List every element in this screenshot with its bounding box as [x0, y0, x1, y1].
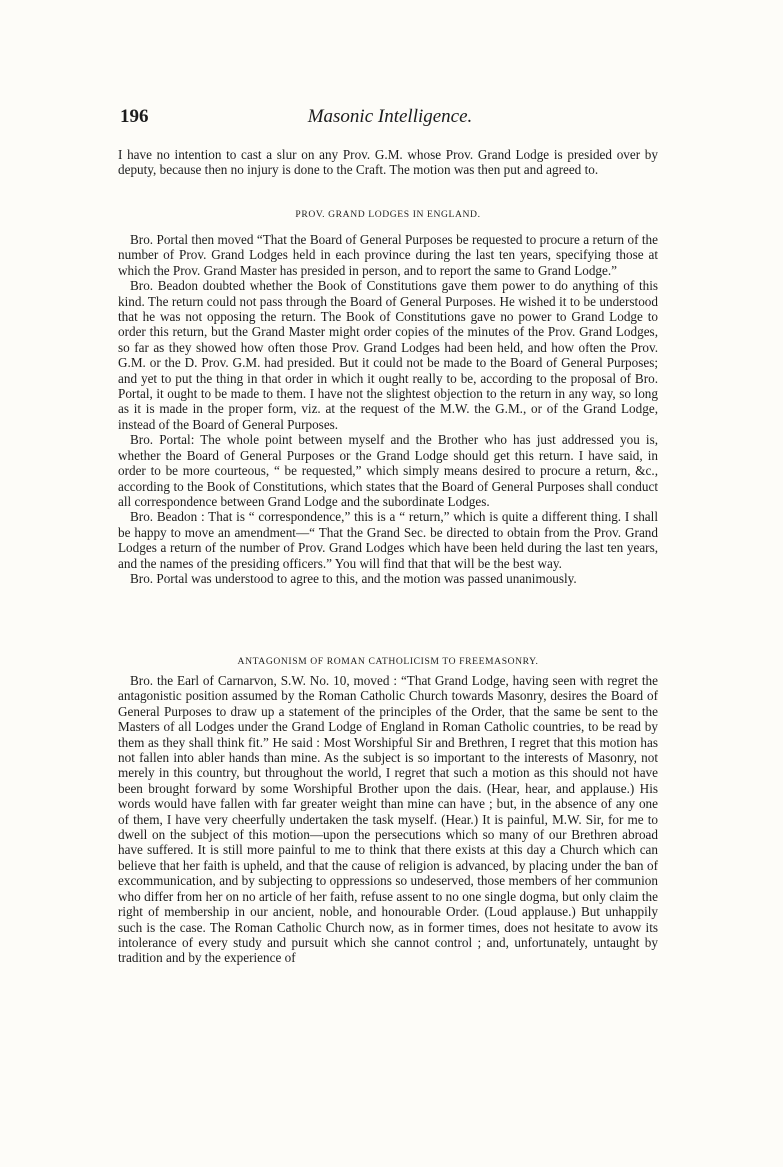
body-paragraph: Bro. Portal then moved “That the Board of General Purposes be requested to procure a return of the number of Prov. Grand Lodges held in each province during the last ten years, specifying those at which the Prov. Grand Master has presided in person, and to report the same to Grand Lodge.”	[118, 232, 658, 278]
antagonism-section	[118, 673, 658, 966]
body-paragraph: Bro. the Earl of Carnarvon, S.W. No. 10, moved : “That Grand Lodge, having seen with regret the antagonistic position assumed by the Roman Catholic Church towards Masonry, desires the Board of General Purposes to draw up a statement of the principles of the Order, that the same be sent to the Masters of all Lodges under the Grand Lodge of England in Roman Catholic countries, to be read by them as they shall think fit.” He said : Most Worshipful Sir and Brethren, I regret that this motion has not fallen into abler hands than mine. As the subject is so important to the interests of Masonry, not merely in this country, but throughout the world, I regret that such a motion as this should not have been brought forward by some Worshipful Brother upon the dais. (Hear, hear, and applause.) His words would have fallen with far greater weight than mine can have ; but, in the absence of any one of them, I have very cheerfully undertaken the task myself. (Hear.) It is painful, M.W. Sir, for me to dwell on the subject of this motion—upon the persecutions which so many of our Brethren abroad have suffered. It is still more painful to me to think that there exists at this day a Church which can believe that her faith is upheld, and that the cause of religion is advanced, by placing under the ban of excommunication, and by subjecting to oppressions so undeserved, those members of her communion who differ from her on no article of her faith, refuse assent to no one single dogma, but only claim the right of membership in our ancient, noble, and honourable Order. (Loud applause.) But unhappily such is the case. The Roman Catholic Church now, as in former times, does not hesitate to avow its intolerance of every study and pursuit which she cannot control ; and, unfortunately, untaught by tradition and by the experience of	[118, 673, 658, 966]
body-paragraph: Bro. Portal was understood to agree to this, and the motion was passed unanimously.	[130, 570, 577, 586]
prov-grand-lodges-section	[118, 232, 658, 586]
page-number: 196	[120, 106, 149, 127]
body-paragraph: Bro. Portal: The whole point between myself and the Brother who has just addressed you is, whether the Board of General Purposes or the Grand Lodge should get this return. I have said, in order to be more courteous, “ be requested,” which simply means desired to procure a return, &c., according to the Book of Constitutions, which states that the Board of General Purposes shall conduct all correspondence between Grand Lodge and the subordinate Lodges.	[118, 432, 658, 509]
body-paragraph: Bro. Beadon doubted whether the Book of Constitutions gave them power to do anything of this kind. The return could not pass through the Board of General Purposes. He wished it to be understood that he was not opposing the return. The Book of Constitutions gave no power to Grand Lodge to order this return, but the Grand Master might order copies of the minutes of the Prov. Grand Lodges, so far as they showed how often those Prov. Grand Lodges had been held, and how often the Prov. G.M. or the D. Prov. G.M. had presided. But it could not be made to the Board of General Purposes; and yet to put the thing in that order in which it ought really to be, according to the proposal of Bro. Portal, it ought to be made to them. I have not the slightest objection to the return in any way, so long as it is made in the proper form, viz. at the request of the M.W. the G.M., or of the Grand Lodge, instead of the Board of General Purposes.	[118, 278, 658, 432]
body-paragraph: I have no intention to cast a slur on any Prov. G.M. whose Prov. Grand Lodge is presided over by deputy, because then no injury is done to the Craft. The motion was then put and agreed to.	[118, 147, 658, 178]
body-paragraph: Bro. Beadon : That is “ correspondence,” this is a “ return,” which is quite a different thing. I shall be happy to move an amendment—“ That the Grand Sec. be directed to obtain from the Prov. Grand Lodges a return of the number of Prov. Grand Lodges which have been held during the last ten years, and the names of the presiding officers.” You will find that that will be the best way.	[118, 509, 658, 571]
running-title: Masonic Intelligence.	[307, 106, 473, 127]
section-heading-prov-grand-lodges: PROV. GRAND LODGES IN ENGLAND.	[295, 209, 481, 220]
opening-text-block	[118, 147, 658, 178]
section-heading-antagonism: ANTAGONISM OF ROMAN CATHOLICISM TO FREEMASONRY.	[237, 656, 539, 667]
page-header	[120, 106, 660, 134]
